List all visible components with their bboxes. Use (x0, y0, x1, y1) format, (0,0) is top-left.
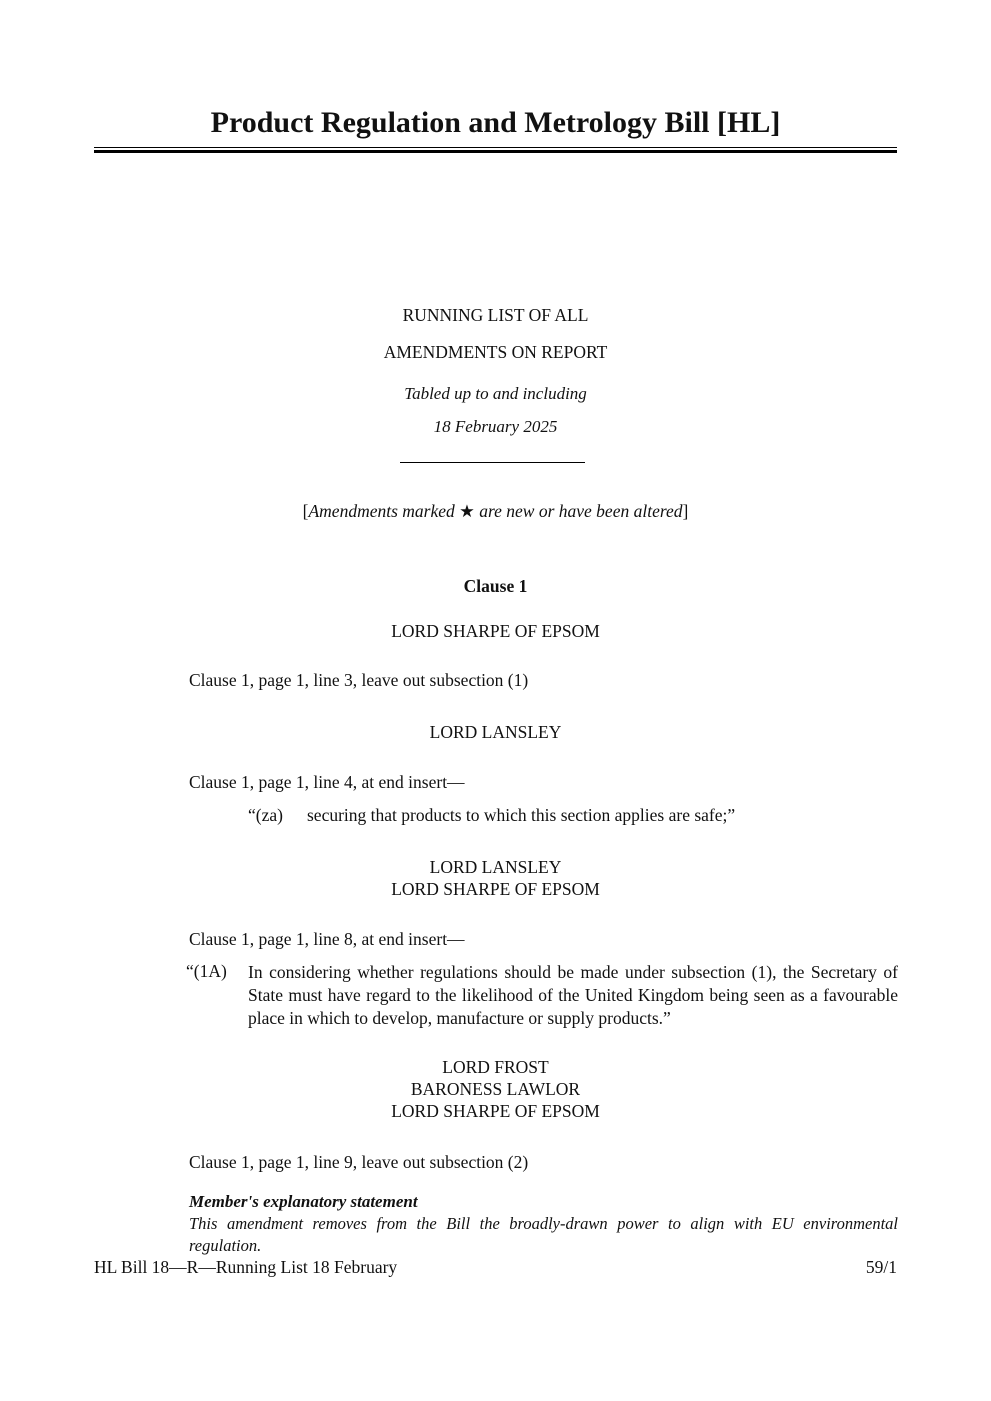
amendment-text: Clause 1, page 1, line 8, at end insert— (189, 929, 465, 949)
amendment-members (0, 856, 991, 900)
amendment-text: Clause 1, page 1, line 3, leave out subsection (1) (189, 670, 529, 690)
member-name: LORD SHARPE OF EPSOM (391, 879, 600, 899)
explanatory-statement-text: This amendment removes from the Bill the broadly-drawn power to align with EU environmental regulation. (189, 1214, 898, 1255)
amendment-members (0, 721, 991, 743)
bracket-close: ] (682, 501, 689, 521)
footer-bill-reference: HL Bill 18—R—Running List 18 February (94, 1257, 398, 1277)
insert-text: securing that products to which this section applies are safe;” (307, 805, 736, 825)
member-name: LORD FROST (442, 1057, 549, 1077)
star-icon: ★ (459, 501, 475, 521)
bill-title: Product Regulation and Metrology Bill [HL] (210, 106, 781, 139)
insert-text: In considering whether regulations should be made under subsection (1), the Secretary of State must have regard to the likelihood of the United Kingdom being seen as a favourable place in which to develop, manufacture or supply products.” (248, 962, 898, 1028)
tabled-date: 18 February 2025 (433, 417, 558, 436)
footer-page-number: 59/1 (865, 1257, 897, 1277)
tabled-line-1: Tabled up to and including (404, 384, 587, 403)
title-rule-thin (94, 147, 897, 148)
member-name: LORD LANSLEY (429, 722, 562, 742)
title-rule-thick (94, 150, 897, 153)
amendments-note (0, 501, 991, 522)
amendment-members (0, 1056, 991, 1122)
insert-label: “(1A) (186, 961, 227, 981)
member-name: BARONESS LAWLOR (410, 1079, 581, 1099)
clause-heading: Clause 1 (463, 576, 528, 596)
insert-label: “(za) (248, 805, 283, 825)
cover-divider (400, 462, 585, 463)
cover-line-1: RUNNING LIST OF ALL (402, 305, 589, 325)
amendment-members (0, 620, 991, 642)
amendment-text: Clause 1, page 1, line 9, leave out subsection (2) (189, 1152, 529, 1172)
note-text: Amendments marked (308, 501, 460, 521)
member-name: LORD LANSLEY (429, 857, 562, 877)
member-name: LORD SHARPE OF EPSOM (391, 1101, 600, 1121)
bracket-open: [ (302, 501, 309, 521)
amendment-text: Clause 1, page 1, line 4, at end insert— (189, 772, 465, 792)
cover-line-2: AMENDMENTS ON REPORT (383, 342, 608, 362)
member-name: LORD SHARPE OF EPSOM (391, 621, 600, 641)
explanatory-statement-heading: Member's explanatory statement (189, 1192, 418, 1211)
note-text-2: are new or have been altered (474, 501, 683, 521)
